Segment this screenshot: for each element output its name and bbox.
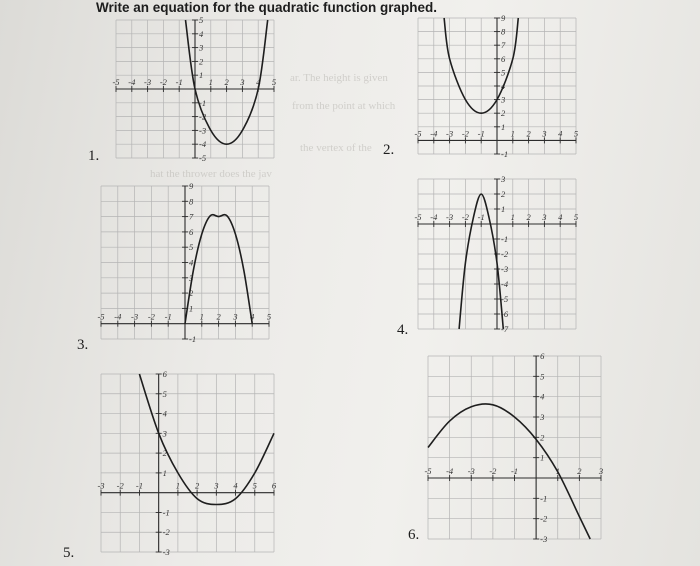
x-tick-label: 5: [271, 77, 277, 87]
y-tick-label: 6: [501, 53, 506, 64]
y-tick-label: -1: [501, 149, 509, 159]
x-tick-label: -5: [112, 77, 120, 87]
y-tick-label: -3: [540, 534, 548, 544]
x-tick-label: 3: [542, 128, 547, 139]
y-tick-label: -3: [501, 264, 509, 274]
graph-problem-3: [95, 180, 275, 345]
y-tick-label: 4: [501, 81, 506, 91]
y-tick-label: 3: [501, 174, 506, 184]
x-tick-label: 1: [510, 128, 515, 139]
y-tick-label: 2: [501, 189, 506, 199]
x-tick-label: -5: [97, 311, 105, 322]
x-tick-label: 4: [256, 77, 261, 87]
y-tick-label: 3: [189, 272, 194, 283]
y-tick-label: 6: [540, 351, 545, 361]
y-tick-label: -3: [162, 547, 170, 557]
y-tick-label: -1: [199, 97, 207, 108]
graph-problem-1: [110, 14, 280, 164]
graph-problem-2: [412, 12, 582, 160]
y-tick-label: -2: [199, 111, 207, 122]
problem-number: 4.: [397, 322, 409, 338]
x-tick-label: -2: [461, 128, 469, 139]
x-tick-label: 4: [558, 128, 563, 139]
y-tick-label: -3: [199, 125, 207, 136]
y-tick-label: -1: [540, 493, 548, 504]
y-tick-label: 2: [501, 108, 506, 119]
y-tick-label: 6: [189, 226, 194, 237]
x-tick-label: 1: [208, 77, 213, 87]
y-tick-label: 9: [501, 13, 506, 23]
graph-problem-6: [422, 350, 607, 545]
x-tick-label: -4: [114, 311, 122, 322]
y-tick-label: 6: [162, 369, 167, 379]
x-tick-label: 6: [271, 480, 277, 491]
y-tick-label: -1: [162, 507, 170, 518]
y-tick-label: 2: [199, 56, 204, 67]
bleed-through-text: hat the thrower does the jav: [150, 168, 272, 180]
y-tick-label: 2: [540, 432, 545, 443]
x-tick-label: 3: [240, 77, 245, 87]
y-tick-label: 5: [189, 242, 194, 253]
x-tick-label: -4: [430, 212, 438, 222]
y-tick-label: -5: [199, 153, 207, 163]
x-tick-label: -1: [477, 212, 485, 222]
grid: [428, 356, 604, 539]
x-tick-label: -1: [477, 128, 485, 139]
y-tick-label: 7: [189, 211, 194, 222]
x-tick-label: 3: [233, 311, 238, 322]
x-tick-label: 3: [542, 212, 547, 222]
x-tick-label: 3: [214, 480, 219, 491]
x-tick-label: 5: [573, 128, 579, 139]
y-tick-label: 4: [189, 257, 194, 268]
grid: [101, 374, 274, 552]
x-tick-label: -2: [461, 212, 469, 222]
y-tick-label: 3: [501, 94, 506, 105]
problem-number: 6.: [408, 527, 420, 543]
x-tick-label: 2: [194, 480, 200, 491]
x-tick-label: -2: [116, 480, 124, 491]
x-tick-label: -3: [144, 77, 152, 87]
y-tick-label: 2: [189, 288, 194, 299]
x-tick-label: -1: [135, 480, 143, 491]
x-tick-label: 2: [526, 212, 531, 222]
y-tick-label: 5: [540, 371, 545, 382]
x-tick-label: 3: [598, 466, 604, 476]
x-tick-label: 2: [526, 128, 531, 139]
y-tick-label: -4: [199, 139, 207, 150]
x-tick-label: -2: [147, 311, 155, 322]
y-tick-label: 3: [199, 42, 204, 53]
y-tick-label: 2: [162, 448, 167, 459]
x-tick-label: 4: [250, 311, 255, 322]
y-tick-label: 4: [199, 28, 204, 39]
bleed-through-text: from the point at which: [292, 100, 396, 112]
x-tick-label: -2: [489, 466, 497, 476]
y-tick-label: 9: [189, 181, 194, 191]
y-tick-label: 5: [162, 388, 167, 399]
y-tick-label: 5: [501, 67, 506, 78]
worksheet-title: Write an equation for the quadratic function graphed.: [96, 0, 438, 15]
y-tick-label: 1: [501, 121, 506, 132]
x-tick-label: -5: [414, 212, 422, 222]
problem-number: 3.: [77, 337, 89, 353]
y-tick-label: 4: [162, 408, 167, 419]
problem-number: 5.: [63, 545, 75, 561]
x-tick-label: -1: [164, 311, 172, 322]
x-tick-label: -5: [424, 466, 432, 476]
bleed-through-text: the vertex of the: [300, 142, 372, 154]
y-tick-label: -1: [501, 234, 509, 244]
y-tick-label: 3: [162, 428, 167, 439]
y-tick-label: -2: [540, 513, 548, 524]
problem-number: 2.: [383, 142, 395, 158]
x-tick-label: 2: [216, 311, 221, 322]
x-tick-label: -4: [430, 128, 438, 139]
problem-number: 1.: [88, 148, 100, 164]
y-tick-label: -2: [501, 249, 509, 259]
x-tick-label: 4: [233, 480, 238, 491]
x-tick-label: -3: [446, 128, 454, 139]
y-tick-label: 1: [162, 467, 167, 478]
x-tick-label: -3: [97, 480, 105, 491]
y-tick-label: 1: [540, 452, 545, 463]
x-tick-label: -3: [446, 212, 454, 222]
x-tick-label: -3: [131, 311, 139, 322]
x-tick-label: 5: [252, 480, 257, 491]
y-tick-label: -4: [501, 279, 509, 289]
y-tick-label: 1: [189, 303, 194, 314]
graph-problem-5: [95, 368, 280, 558]
x-tick-label: -5: [414, 128, 422, 139]
x-tick-label: 4: [558, 212, 563, 222]
x-tick-label: -2: [159, 77, 167, 87]
y-tick-label: 1: [501, 204, 506, 214]
y-tick-label: 3: [540, 412, 545, 422]
x-tick-label: -1: [175, 77, 183, 87]
y-tick-label: 4: [540, 391, 545, 402]
y-tick-label: 7: [501, 40, 506, 51]
bleed-through-text: ar. The height is given: [290, 72, 388, 84]
x-tick-label: 1: [175, 480, 181, 491]
x-tick-label: -1: [510, 466, 519, 476]
x-tick-label: -4: [128, 77, 136, 87]
y-tick-label: 5: [199, 15, 204, 25]
x-tick-label: 1: [555, 466, 560, 476]
x-tick-label: 5: [573, 212, 579, 222]
y-tick-label: -1: [189, 334, 197, 344]
x-tick-label: 1: [199, 311, 204, 322]
y-tick-label: -7: [501, 324, 509, 334]
y-tick-label: 8: [501, 26, 506, 37]
y-tick-label: -5: [501, 294, 509, 304]
graph-problem-4: [412, 173, 582, 335]
y-tick-label: -2: [162, 527, 170, 538]
x-tick-label: 1: [510, 212, 515, 222]
x-tick-label: 5: [266, 311, 272, 322]
y-tick-label: 8: [189, 196, 194, 207]
y-tick-label: 1: [199, 70, 204, 81]
y-tick-label: -6: [501, 309, 509, 319]
x-tick-label: -4: [446, 466, 454, 476]
x-tick-label: -3: [467, 466, 475, 476]
x-tick-label: 2: [224, 77, 229, 87]
x-tick-label: 2: [577, 466, 582, 476]
